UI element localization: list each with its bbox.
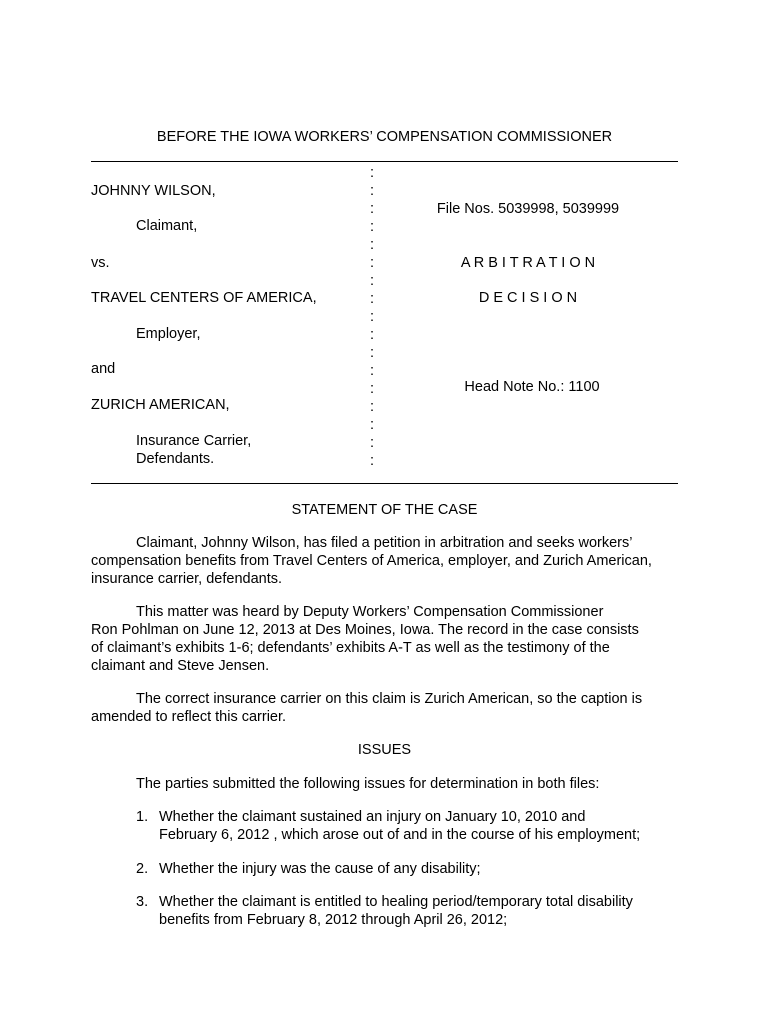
colon: : — [370, 435, 375, 451]
colon: : — [370, 399, 375, 415]
issue-line: benefits from February 8, 2012 through April 26, 2012; — [159, 912, 508, 928]
colon: : — [370, 363, 375, 379]
paragraph-line: claimant and Steve Jensen. — [91, 658, 270, 674]
colon: : — [370, 273, 375, 289]
claimant-name: JOHNNY WILSON, — [91, 183, 216, 199]
colon: : — [370, 237, 375, 253]
statement-heading: STATEMENT OF THE CASE — [291, 502, 478, 518]
paragraph-line: insurance carrier, defendants. — [91, 571, 283, 587]
arbitration-label: A R B I T R A T I O N — [460, 255, 596, 271]
statement-paragraph-2 — [91, 603, 681, 675]
colon: : — [370, 165, 375, 181]
statement-paragraph-3 — [91, 690, 681, 726]
colon: : — [370, 201, 375, 217]
claimant-role: Claimant, — [136, 218, 198, 234]
colon: : — [370, 183, 375, 199]
head-note: Head Note No.: 1100 — [464, 379, 600, 395]
caption-bottom-rule — [91, 483, 678, 484]
paragraph-line: This matter was heard by Deputy Workers’ Compensation Commissioner — [136, 604, 604, 620]
issue-line: Whether the claimant sustained an injury on January 10, 2010 and — [159, 809, 586, 825]
paragraph-line: Claimant, Johnny Wilson, has filed a petition in arbitration and seeks workers’ — [136, 535, 633, 551]
employer-role: Employer, — [136, 326, 201, 342]
colon: : — [370, 291, 375, 307]
decision-label: D E C I S I O N — [478, 290, 578, 306]
paragraph-line: amended to reflect this carrier. — [91, 709, 287, 725]
carrier-role: Insurance Carrier, — [136, 433, 252, 449]
issues-heading: ISSUES — [357, 742, 412, 758]
issue-line: Whether the injury was the cause of any disability; — [159, 861, 481, 877]
issue-number: 1. — [136, 809, 149, 825]
issue-number: 3. — [136, 894, 149, 910]
paragraph-line: compensation benefits from Travel Centers of America, employer, and Zurich American, — [91, 553, 652, 569]
issue-item-3 — [136, 893, 633, 929]
colon: : — [370, 345, 375, 361]
paragraph-line: The correct insurance carrier on this claim is Zurich American, so the caption is — [136, 691, 643, 707]
and-label: and — [91, 361, 116, 377]
issue-line: February 6, 2012 , which arose out of and in the course of his employment; — [159, 827, 641, 843]
colon: : — [370, 381, 375, 397]
file-numbers: File Nos. 5039998, 5039999 — [436, 201, 620, 217]
colon: : — [370, 309, 375, 325]
colon: : — [370, 327, 375, 343]
employer-name: TRAVEL CENTERS OF AMERICA, — [91, 290, 317, 306]
versus-label: vs. — [91, 255, 110, 271]
issues-intro: The parties submitted the following issues for determination in both files: — [136, 776, 600, 792]
defendants-label: Defendants. — [136, 451, 215, 467]
carrier-name: ZURICH AMERICAN, — [91, 397, 230, 413]
issue-item-2 — [136, 860, 481, 878]
issue-number: 2. — [136, 861, 149, 877]
caption-top-rule — [91, 161, 678, 162]
paragraph-line: Ron Pohlman on June 12, 2013 at Des Moines, Iowa. The record in the case consists — [91, 622, 639, 638]
document-title: BEFORE THE IOWA WORKERS’ COMPENSATION COMMISSIONER — [156, 129, 613, 145]
colon: : — [370, 453, 375, 469]
paragraph-line: of claimant’s exhibits 1-6; defendants’ exhibits A-T as well as the testimony of the — [91, 640, 610, 656]
colon: : — [370, 255, 375, 271]
colon: : — [370, 219, 375, 235]
colon: : — [370, 417, 375, 433]
issue-item-1 — [136, 808, 640, 844]
caption-colon-column — [370, 164, 378, 470]
statement-paragraph-1 — [91, 534, 681, 588]
issue-line: Whether the claimant is entitled to healing period/temporary total disability — [159, 894, 633, 910]
